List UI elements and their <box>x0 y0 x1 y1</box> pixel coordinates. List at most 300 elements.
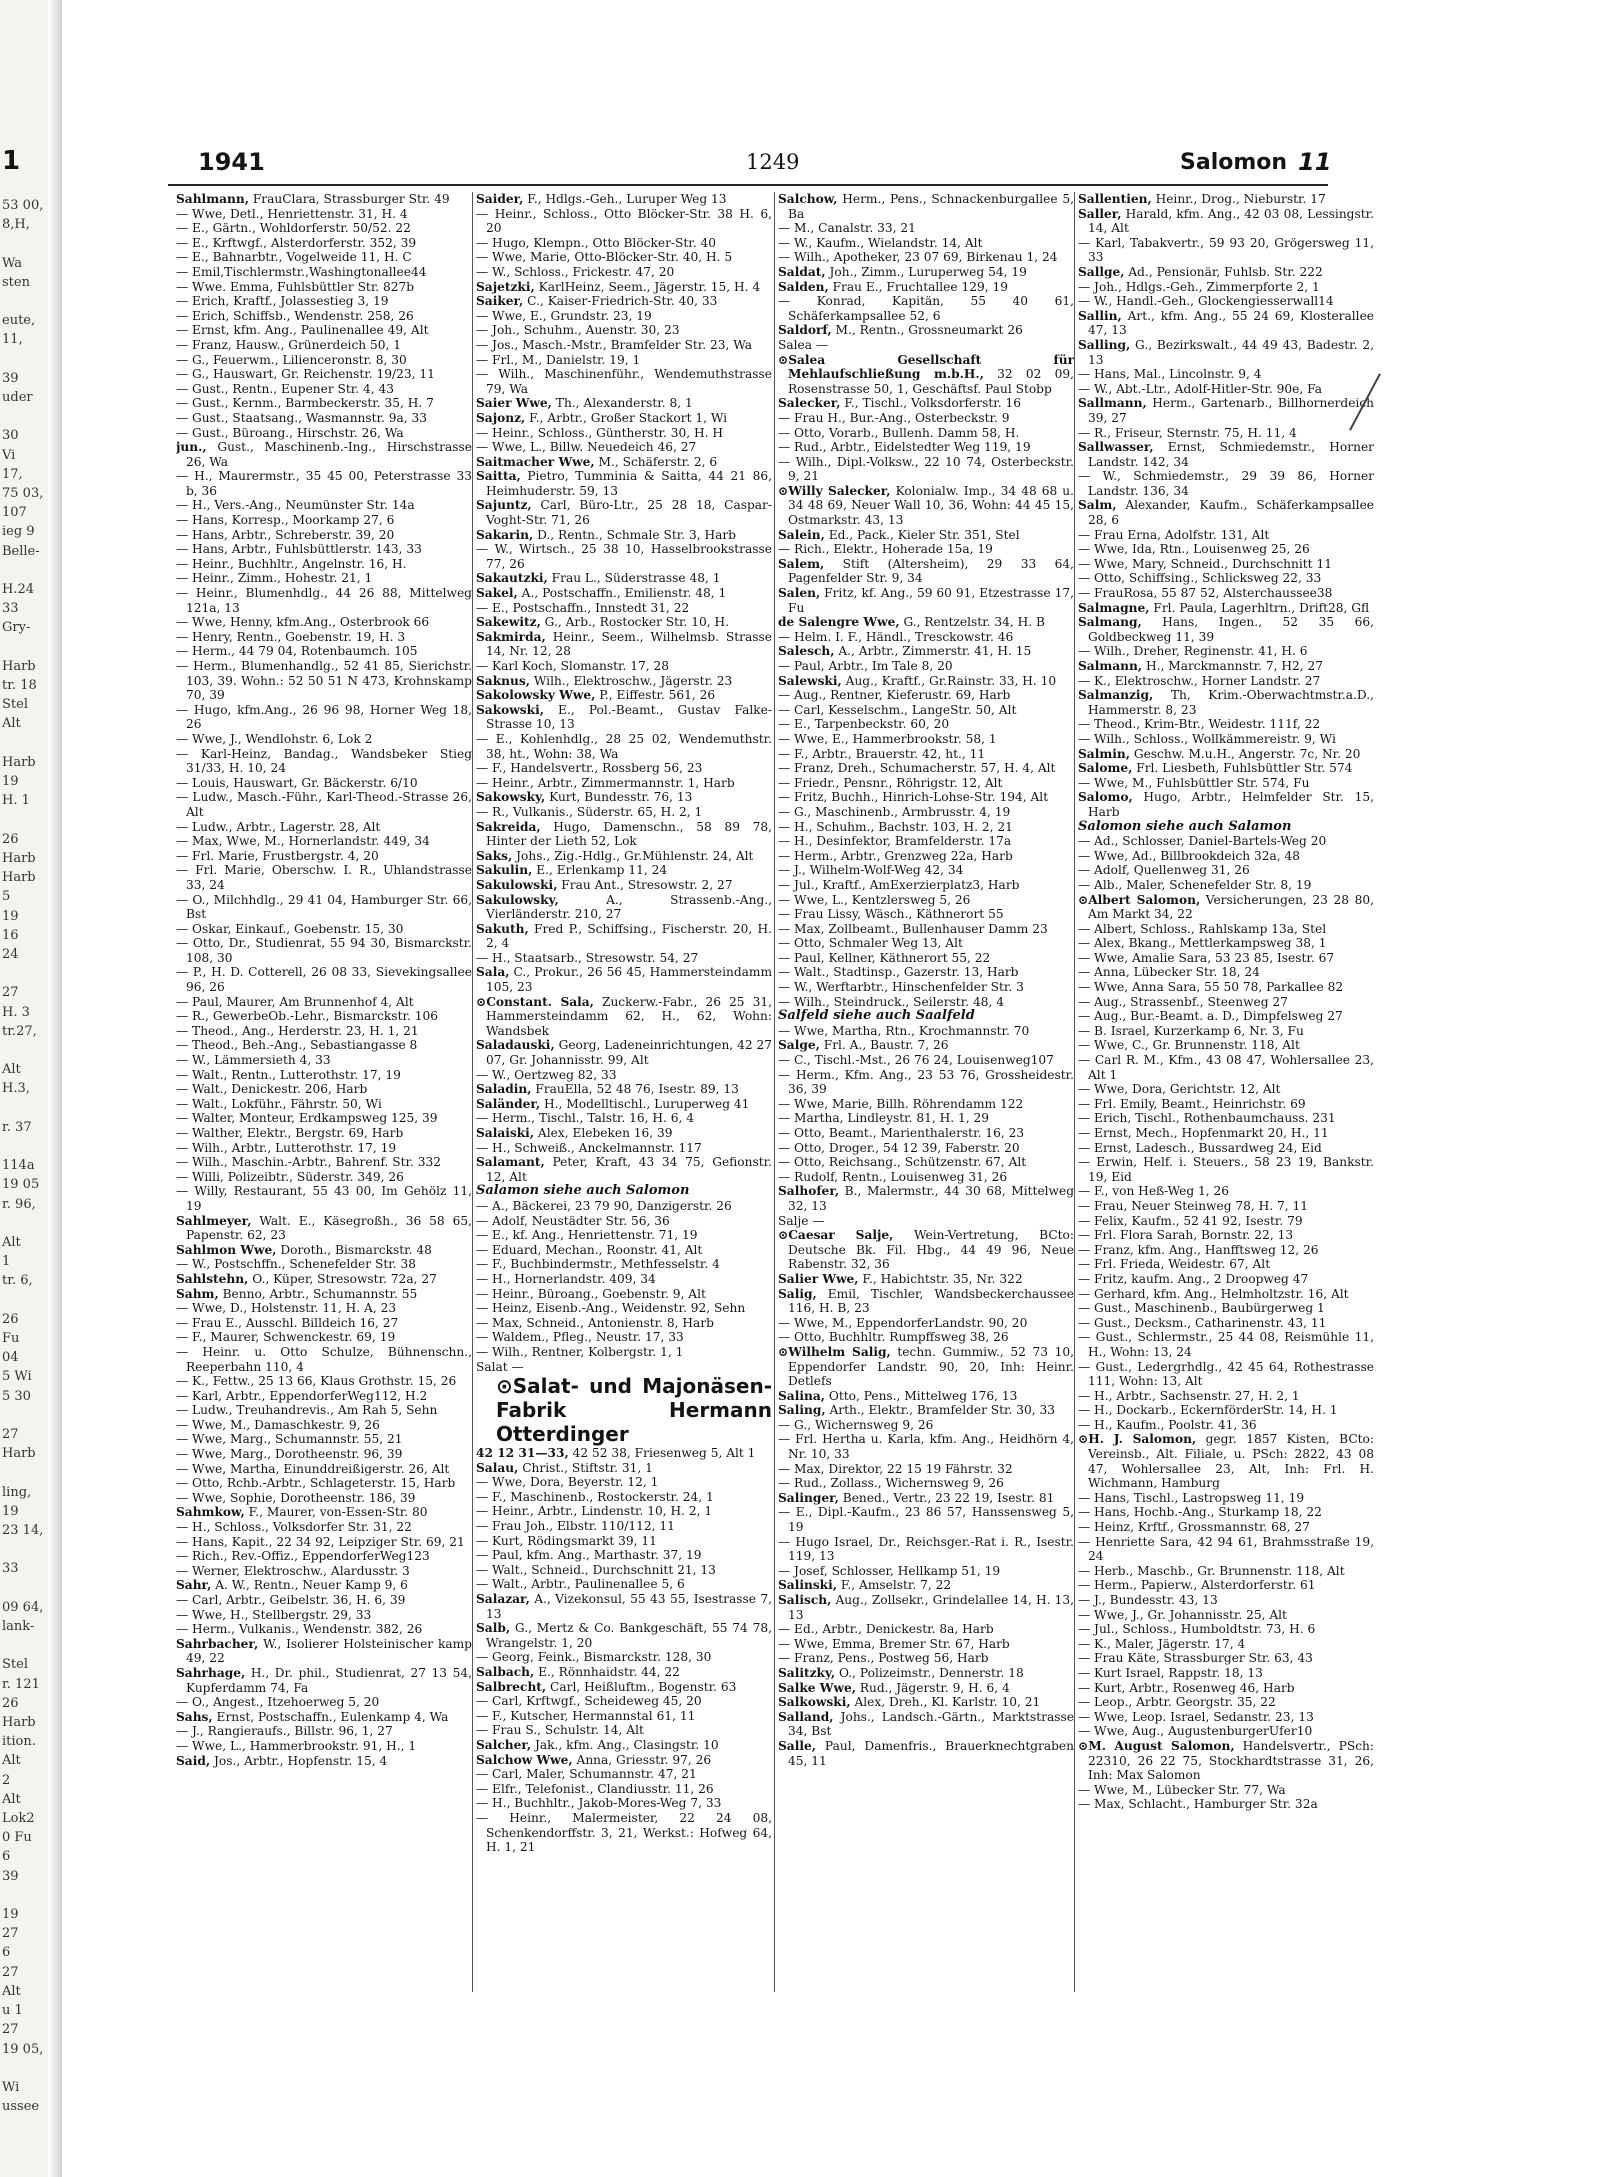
directory-entry: — H., Vers.-Ang., Neumünster Str. 14a <box>176 498 415 513</box>
directory-entry: — Herm., Vulkanis., Wendenstr. 382, 26 <box>176 1622 423 1637</box>
directory-entry: — Aug., Bur.-Beamt. a. D., Dimpfelsweg 27 <box>1078 1009 1343 1024</box>
entry-surname: Salau, <box>476 1460 519 1475</box>
directory-entry: — W., Kaufm., Wielandstr. 14, Alt <box>778 235 983 250</box>
previous-page-fragment: 33 <box>2 601 19 617</box>
entry-details: Christ., Stiftstr. 31, 1 <box>518 1460 653 1475</box>
directory-entry: — Frau Käte, Strassburger Str. 63, 43 <box>1078 1651 1313 1666</box>
directory-entry: — Wwe, Mary, Schneid., Durchschnitt 11 <box>1078 556 1332 571</box>
entry-surname: Caesar Salje, <box>788 1228 894 1243</box>
entry-details: Th, Krim.-Oberwachtmstr.a.D., Hammerstr. 8, 23 <box>1088 688 1374 717</box>
directory-entry <box>778 586 1074 615</box>
directory-entry <box>778 1593 1074 1622</box>
previous-page-fragment: 26 <box>2 1695 19 1711</box>
directory-entry: — H., Staatsarb., Stresowstr. 54, 27 <box>476 950 699 965</box>
directory-entry: — G., Wichernsweg 9, 26 <box>778 1417 934 1432</box>
directory-entry: — Gerhard, kfm. Ang., Helmholtzstr. 16, Alt <box>1078 1286 1349 1301</box>
directory-entry <box>778 1710 1074 1739</box>
directory-page <box>168 140 1374 2040</box>
entry-details: Emil, Tischler, Wandsbeckerchaussee 116, H. B, 23 <box>788 1286 1074 1316</box>
directory-entry: Salat — <box>476 1359 524 1374</box>
directory-entry: — Herb., Maschb., Gr. Brunnenstr. 118, Alt <box>1078 1563 1345 1578</box>
directory-entry <box>176 1505 472 1520</box>
entry-details: Paul, Damenfris., Brauerknechtgraben 45, 11 <box>788 1738 1074 1768</box>
entry-surname: Sahs, <box>176 1709 213 1724</box>
directory-entry: — Emil,Tischlermstr.,Washingtonallee44 <box>176 264 427 279</box>
directory-entry <box>476 703 772 732</box>
directory-entry: — G., Feuerwm., Lilienceronstr. 8, 30 <box>176 352 407 367</box>
previous-page-fragment: 33 <box>2 1561 19 1577</box>
entry-surname: Salm, <box>1078 498 1117 513</box>
entry-details: Jak., kfm. Ang., Clasingstr. 10 <box>531 1737 719 1752</box>
column-divider <box>774 192 775 1992</box>
directory-entry: — O., Milchhdlg., 29 41 04, Hamburger Str. 66, Bst <box>176 892 472 922</box>
directory-entry <box>476 878 772 893</box>
entry-surname: Sakreida, <box>476 819 541 834</box>
directory-entry: — Friedr., Pensnr., Röhrigstr. 12, Alt <box>778 775 1003 790</box>
previous-page-fragment: 39 <box>2 1868 19 1884</box>
directory-entry: — Henry, Rentn., Goebenstr. 19, H. 3 <box>176 629 406 644</box>
entry-surname: Salge, <box>778 1038 820 1053</box>
directory-entry: — Wwe, Marg., Dorotheenstr. 96, 39 <box>176 1447 403 1462</box>
entry-details: Pietro, Tumminia & Saitta, 44 21 86, Heimhuderstr. 59, 13 <box>486 469 772 498</box>
previous-page-fragment <box>2 1214 50 1233</box>
directory-entry: — Karl, Tabakvertr., 59 93 20, Grögersweg 11, 33 <box>1078 235 1374 265</box>
directory-entry <box>1078 1432 1374 1490</box>
previous-page-fragment: 24 <box>2 946 19 962</box>
directory-entry: — W., Schmiedemstr., 29 39 86, Horner Landstr. 136, 34 <box>1078 469 1374 498</box>
previous-page-fragment <box>2 2059 50 2078</box>
directory-entry: — Gust., Schlermstr., 25 44 08, Reismühle 11, H., Wohn: 13, 24 <box>1078 1330 1374 1359</box>
entry-details: E., Erlenkamp 11, 24 <box>532 863 668 878</box>
directory-entry <box>176 1578 472 1593</box>
directory-entry: — Wwe, L., Hammerbrookstr. 91, H., 1 <box>176 1738 417 1753</box>
directory-entry: — Frau H., Bur.-Ang., Osterbeckstr. 9 <box>778 410 1010 425</box>
directory-entry: — Karl, Arbtr., EppendorferWeg112, H.2 <box>176 1388 428 1403</box>
directory-entry <box>1078 688 1374 717</box>
previous-page-fragment: 5 Wi <box>2 1369 32 1385</box>
directory-entry <box>1078 309 1374 338</box>
previous-page-fragment: 1 <box>2 1254 11 1270</box>
directory-entry <box>476 1680 772 1695</box>
previous-page-fragment: 26 <box>2 1311 19 1327</box>
entry-details: P., Eiffestr. 561, 26 <box>595 688 716 703</box>
directory-entry <box>476 1621 772 1650</box>
directory-entry <box>1078 615 1374 644</box>
entry-details: Aug., Zollsekr., Grindelallee 14, H. 13, 13 <box>788 1593 1074 1622</box>
directory-entry: — G., Maschinenb., Armbrusstr. 4, 19 <box>778 804 1011 819</box>
previous-page-fragment: Stel <box>2 1657 28 1673</box>
previous-page-fragment <box>2 1886 50 1905</box>
entry-surname: Salling, <box>1078 337 1131 352</box>
entry-details: Frau Ant., Stresowstr. 2, 27 <box>557 877 733 892</box>
entry-surname: Sakewitz, <box>476 615 541 630</box>
previous-page-fragment <box>2 1291 50 1310</box>
entry-surname: Saknus, <box>476 673 530 688</box>
directory-entry: — R., GewerbeOb.-Lehr., Bismarckstr. 106 <box>176 1009 438 1024</box>
directory-entry: — E., Postschaffn., Innstedt 31, 22 <box>476 600 690 615</box>
previous-page-fragment: 6 <box>2 1945 11 1961</box>
directory-entry: — F., Buchbindermstr., Methfesselstr. 4 <box>476 1257 720 1272</box>
entry-surname: Sakuth, <box>476 921 529 936</box>
entry-surname: Sakulowsky, <box>476 892 559 907</box>
entry-details: Alex, Dreh., Kl. Karlstr. 10, 21 <box>850 1695 1041 1710</box>
directory-entry <box>176 1666 472 1695</box>
directory-entry: — Heinr., Zimm., Hohestr. 21, 1 <box>176 571 373 586</box>
directory-entry: — Herm., Papierw., Alsterdorferstr. 61 <box>1078 1578 1316 1593</box>
directory-entry: — Wwe, Dora, Gerichtstr. 12, Alt <box>1078 1082 1281 1097</box>
directory-entry <box>778 1491 1074 1506</box>
directory-entry: — Gust., Staatsang., Wasmannstr. 9a, 33 <box>176 410 428 425</box>
previous-page-fragment: 04 <box>2 1350 19 1366</box>
directory-entry <box>778 1272 1074 1287</box>
previous-page-fragment: 5 30 <box>2 1388 31 1404</box>
directory-entry <box>778 644 1074 659</box>
directory-entry: — Helm. I. F., Händl., Tresckowstr. 46 <box>778 629 1014 644</box>
directory-entry <box>778 1389 1074 1404</box>
previous-page-fragment: Harb <box>2 754 36 770</box>
previous-page-fragment: Fu <box>2 1330 20 1346</box>
directory-entry: — Franz, Dreh., Schumacherstr. 57, H. 4, Alt <box>778 761 1056 776</box>
directory-entry: — Franz, Pens., Postweg 56, Harb <box>778 1651 989 1666</box>
entry-details: Walt. E., Käsegroßh., 36 58 65, Papenstr. 62, 23 <box>186 1213 472 1243</box>
running-head-word: Salomon <box>1180 150 1288 175</box>
directory-entry: — Wwe, J., Wendlohstr. 6, Lok 2 <box>176 731 373 746</box>
entry-surname: Sakowsky, <box>476 790 546 805</box>
previous-page-fragment: 107 <box>2 505 27 521</box>
directory-entry: — Jul., Kraftf., AmExerzierplatz3, Harb <box>778 877 1020 892</box>
directory-entry: — Franz, Hausw., Grünerdeich 50, 1 <box>176 337 402 352</box>
directory-entry: — Walter, Monteur, Erdkampsweg 125, 39 <box>176 1111 438 1126</box>
directory-entry: — Herm., 44 79 04, Rotenbaumch. 105 <box>176 644 418 659</box>
previous-page-fragment <box>2 1579 50 1598</box>
directory-entry: — Heinr., Schloss., Güntherstr. 30, H. H <box>476 425 724 440</box>
entry-details: Alex, Elebeken 16, 39 <box>534 1126 673 1140</box>
directory-entry: — Heinr., Büroang., Goebenstr. 9, Alt <box>476 1286 706 1301</box>
directory-entry: — H., Schuhm., Bachstr. 103, H. 2, 21 <box>778 819 1013 834</box>
previous-page-fragment <box>2 234 50 253</box>
directory-entry: — J., Bundesstr. 43, 13 <box>1078 1593 1218 1607</box>
entry-details: Herm., Gartenarb., Billhornerdeich 39, 27 <box>1088 396 1374 425</box>
previous-page-fragment: tr.27, <box>2 1023 37 1039</box>
directory-column-3 <box>778 192 1074 2012</box>
directory-entry: — E., kf. Ang., Henriettenstr. 71, 19 <box>476 1228 698 1243</box>
previous-page-fragment: Alt <box>2 1983 21 1999</box>
directory-entry: — W., Handl.-Geh., Glockengiesserwall14 <box>1078 294 1334 309</box>
directory-entry: — Frau E., Ausschl. Billdeich 16, 27 <box>176 1315 399 1330</box>
previous-page-fragment: 19 <box>2 1907 19 1923</box>
directory-entry: — K., Fettw., 25 13 66, Klaus Grothstr. 15, 26 <box>176 1374 457 1389</box>
entry-details: Peter, Kraft, 43 34 75, Gefionstr. 12, Alt <box>486 1155 772 1184</box>
entry-details: 32 02 09, Rosenstrasse 50, 1, Geschäftsf. Paul Stobp <box>788 367 1074 396</box>
directory-entry: — Ed., Arbtr., Denickestr. 8a, Harb <box>778 1622 994 1637</box>
directory-entry <box>1078 265 1374 280</box>
entry-details: Hugo, Arbtr., Helmfelder Str. 15, Harb <box>1088 790 1374 819</box>
entry-details: Fred P., Schiffsing., Fischerstr. 20, H. 2, 4 <box>486 921 772 951</box>
entry-surname: Sakautzki, <box>476 571 548 586</box>
entry-details: Frau E., Fruchtallee 129, 19 <box>828 279 1008 294</box>
directory-entry: — Wwe, M., EppendorferLandstr. 90, 20 <box>778 1315 1028 1330</box>
entry-surname: Salmanzig, <box>1078 688 1154 703</box>
directory-entry <box>778 1403 1074 1418</box>
directory-entry: — H., Hornerlandstr. 409, 34 <box>476 1271 656 1286</box>
entry-surname: Sahrbacher, <box>176 1636 259 1651</box>
directory-entry <box>476 965 772 994</box>
directory-entry <box>1078 498 1374 527</box>
directory-column-2 <box>476 192 772 2012</box>
directory-entry: — Hugo, kfm.Ang., 26 96 98, Horner Weg 18, 26 <box>176 702 472 732</box>
entry-details: 42 52 38, Friesenweg 5, Alt 1 <box>568 1446 756 1461</box>
entry-surname: Saldat, <box>778 264 826 279</box>
entry-details: Frl. A., Baustr. 7, 26 <box>819 1038 949 1053</box>
entry-surname: Constant. Sala, <box>486 994 594 1009</box>
previous-page-fragment: Lok2 <box>2 1811 35 1827</box>
directory-entry: — Wwe, Detl., Henriettenstr. 31, H. 4 <box>176 206 408 221</box>
directory-entry: — Frl. Marie, Frustbergstr. 4, 20 <box>176 848 379 863</box>
directory-entry: — Gust., Ledergrhdlg., 42 45 64, Rothestrasse 111, Wohn: 13, Alt <box>1078 1359 1374 1389</box>
entry-surname: Salbach, <box>476 1665 535 1679</box>
previous-page-fragment: 114a <box>2 1158 35 1174</box>
directory-entry: — Walt., Arbtr., Paulinenallee 5, 6 <box>476 1577 685 1592</box>
entry-details: G., Mertz & Co. Bankgeschäft, 55 74 78, Wrangelstr. 1, 20 <box>486 1621 772 1650</box>
directory-entry: — Wwe, Leop. Israel, Sedanstr. 23, 13 <box>1078 1709 1314 1724</box>
entry-details: G., Bezirkswalt., 44 49 43, Badestr. 2, 13 <box>1088 337 1374 367</box>
directory-entry: — W., Postschffn., Schenefelder Str. 38 <box>176 1257 416 1272</box>
directory-entry <box>476 893 772 922</box>
previous-page-fragment: Gry- <box>2 620 31 636</box>
entry-details: Ed., Pack., Kieler Str. 351, Stel <box>824 527 1020 542</box>
entry-details: Gust., Maschinenb.-Ing., Hirschstrasse 26, Wa <box>186 440 472 469</box>
directory-entry <box>778 1695 1074 1710</box>
entry-surname: Sahlmeyer, <box>176 1213 252 1228</box>
entry-surname: Salier Wwe, <box>778 1271 859 1286</box>
directory-entry: — K., Maler, Jägerstr. 17, 4 <box>1078 1636 1246 1651</box>
entry-surname: Salinski, <box>778 1578 837 1593</box>
entry-surname: Sallmann, <box>1078 396 1147 411</box>
directory-entry: — Gust., Büroang., Hirschstr. 26, Wa <box>176 425 404 440</box>
directory-entry: — Kurt, Arbtr., Rosenweg 46, Harb <box>1078 1680 1295 1695</box>
directory-entry: — Carl, Kesselschm., LangeStr. 50, Alt <box>778 702 1017 717</box>
directory-entry <box>476 790 772 805</box>
directory-entry: — Karl-Heinz, Bandag., Wandsbeker Stieg 31/33, H. 10, 24 <box>176 746 472 776</box>
previous-page-fragment: 19 <box>2 1503 19 1519</box>
previous-page-fragment: r. 37 <box>2 1119 32 1135</box>
directory-entry: — Wwe, Amalie Sara, 53 23 85, Isestr. 67 <box>1078 950 1335 965</box>
directory-entry <box>778 557 1074 586</box>
directory-entry: — Walt., Schneid., Durchschnitt 21, 13 <box>476 1562 716 1577</box>
directory-entry: — R., Friseur, Sternstr. 75, H. 11, 4 <box>1078 425 1297 440</box>
directory-entry: — Wilh., Maschinenführ., Wendemuthstrasse 79, Wa <box>476 367 772 396</box>
entry-surname: Sahr, <box>176 1578 212 1593</box>
entry-surname: jun., <box>176 440 207 455</box>
entry-details: F., Arbtr., Großer Stackort 1, Wi <box>525 410 728 425</box>
directory-entry: — Heinz, Krftf., Grossmannstr. 68, 27 <box>1078 1520 1310 1535</box>
previous-page-fragment: 26 <box>2 831 19 847</box>
previous-page-fragment: Harb <box>2 850 36 866</box>
entry-surname: Sallin, <box>1078 308 1122 323</box>
directory-entry <box>476 411 772 426</box>
directory-entry: — Hans, Hochb.-Ang., Sturkamp 18, 22 <box>1078 1505 1322 1520</box>
entry-details: Kurt, Bundesstr. 76, 13 <box>545 790 693 805</box>
directory-entry: — Willi, Polizeibtr., Süderstr. 349, 26 <box>176 1169 404 1184</box>
entry-details: Ernst, Schmiedemstr., Horner Landstr. 142, 34 <box>1088 440 1374 469</box>
directory-entry: — Wwe, Martha, Einunddreißigerstr. 26, Alt <box>176 1461 450 1476</box>
entry-details: H., Marckmannstr. 7, H2, 27 <box>1142 659 1324 673</box>
entry-surname: Sallge, <box>1078 264 1125 279</box>
directory-entry: — Wwe, Sophie, Dorotheenstr. 186, 39 <box>176 1490 416 1505</box>
directory-entry: — F., Handelsvertr., Rossberg 56, 23 <box>476 761 703 776</box>
directory-entry <box>778 528 1074 543</box>
directory-entry <box>476 1446 772 1461</box>
directory-entry: — Alex, Bkang., Mettlerkampsweg 38, 1 <box>1078 936 1327 951</box>
directory-entry <box>476 1738 772 1753</box>
directory-entry <box>778 484 1074 528</box>
directory-entry: — F., Maschinenb., Rostockerstr. 24, 1 <box>476 1489 714 1504</box>
directory-entry: — Wwe, C., Gr. Brunnenstr. 118, Alt <box>1078 1038 1300 1053</box>
entry-surname: Sallentien, <box>1078 192 1152 206</box>
entry-details: F., Maurer, von-Essen-Str. 80 <box>244 1505 428 1520</box>
entry-surname: Albert Salomon, <box>1088 892 1201 907</box>
directory-entry: — Wilh., Arbtr., Lutterothstr. 17, 19 <box>176 1140 397 1155</box>
entry-surname: Salen, <box>778 586 821 601</box>
entry-details: Bened., Vertr., 23 22 19, Isestr. 81 <box>838 1490 1055 1505</box>
previous-page-fragment: r. 121 <box>2 1676 40 1692</box>
directory-entry <box>778 1666 1074 1681</box>
directory-entry: Salfeld siehe auch Saalfeld <box>778 1008 975 1024</box>
entry-surname: Salkowski, <box>778 1695 851 1710</box>
directory-entry: — Wwe, Henny, kfm.Ang., Osterbrook 66 <box>176 615 430 630</box>
entry-details: O., Küper, Stresowstr. 72a, 27 <box>248 1271 437 1286</box>
directory-entry: — Walt., Lokführ., Fährstr. 50, Wi <box>176 1096 382 1111</box>
previous-page-fragment: 19 <box>2 908 19 924</box>
entry-surname: Sajonz, <box>476 410 526 425</box>
entry-surname: Salome, <box>1078 761 1133 776</box>
directory-entry: — F., Kutscher, Hermannstal 61, 11 <box>476 1708 696 1723</box>
directory-entry: — H., Desinfektor, Bramfelderstr. 17a <box>778 834 1012 849</box>
entry-details: A., Arbtr., Zimmerstr. 41, H. 15 <box>834 644 1032 659</box>
previous-page-fragment: 27 <box>2 985 19 1001</box>
entry-surname: Salland, <box>778 1709 834 1724</box>
directory-entry <box>176 1287 472 1302</box>
entry-surname: Wilhelm Salig, <box>788 1344 891 1359</box>
directory-entry: — Rud., Arbtr., Eidelstedter Weg 119, 19 <box>778 440 1031 455</box>
entry-details: Versicherungen, 23 28 80, Am Markt 34, 22 <box>1088 892 1374 922</box>
entry-details: gegr. 1857 Kisten, BCto: Vereinsb., Alt. Filiale, u. PSch: 2822, 43 08 47, Wohlersallee 23, Alt, Inh: Frl. H. Wichmann, Hamburg <box>1088 1432 1374 1491</box>
directory-entry: — Max, Schneid., Antonienstr. 8, Harb <box>476 1315 714 1330</box>
directory-entry <box>778 1681 1074 1696</box>
directory-entry: — J., Wilhelm-Wolf-Weg 42, 34 <box>778 863 964 878</box>
directory-entry: — Otto, Vorarb., Bullenh. Damm 58, H. <box>778 425 1020 440</box>
directory-entry: Salea — <box>778 337 829 352</box>
entry-details: H., Modelltischl., Luruperweg 41 <box>540 1096 750 1111</box>
previous-page-fragment <box>2 1540 50 1559</box>
entry-details: Benno, Arbtr., Schumannstr. 55 <box>218 1286 418 1301</box>
entry-details: Kolonialw. Imp., 34 48 68 u. 34 48 69, Neuer Wall 10, 36, Wohn: 44 45 15, Ostmarkstr. 43, 13 <box>788 483 1074 528</box>
directory-entry: — Rudolf, Rentn., Louisenweg 31, 26 <box>778 1169 1008 1184</box>
directory-entry: — W., Lämmersieth 4, 33 <box>176 1053 331 1068</box>
directory-entry: — Walt., Rentn., Lutterothstr. 17, 19 <box>176 1067 401 1082</box>
directory-entry: — Gust., Kernm., Barmbeckerstr. 35, H. 7 <box>176 396 434 411</box>
entry-details: FrauElla, 52 48 76, Isestr. 89, 13 <box>531 1082 739 1097</box>
directory-entry: — Joh., Schuhm., Auenstr. 30, 23 <box>476 323 680 338</box>
directory-entry <box>778 615 1074 630</box>
directory-entry: — Ernst, kfm. Ang., Paulinenallee 49, Alt <box>176 323 429 338</box>
directory-entry: — Wwe, Marg., Schumannstr. 55, 21 <box>176 1432 403 1447</box>
directory-entry: — Erwin, Helf. i. Steuers., 58 23 19, Bankstr. 19, Eid <box>1078 1155 1374 1184</box>
directory-entry: — Wilh., Apotheker, 23 07 69, Birkenau 1, 24 <box>778 250 1058 265</box>
directory-entry <box>1078 207 1374 236</box>
previous-page-fragment <box>2 1137 50 1156</box>
directory-entry: — E., Dipl.-Kaufm., 23 86 57, Hanssensweg 5, 19 <box>778 1505 1074 1535</box>
previous-page-fragment: Vi <box>2 447 16 463</box>
directory-entry: — Frl. Emily, Beamt., Heinrichstr. 69 <box>1078 1096 1306 1111</box>
previous-page-fragment: H. 1 <box>2 793 30 809</box>
directory-entry: — Konrad, Kapitän, 55 40 61, Schäferkampsallee 52, 6 <box>778 294 1074 323</box>
previous-page-fragment: 27 <box>2 1964 19 1980</box>
directory-entry: — Wwe, Marie, Otto-Blöcker-Str. 40, H. 5 <box>476 250 733 265</box>
previous-page-fragment: 39 <box>2 370 19 386</box>
directory-entry: — Paul, Kellner, Käthnerort 55, 22 <box>778 950 991 965</box>
previous-page-fragment <box>2 964 50 983</box>
previous-page-fragment: Alt <box>2 1062 21 1078</box>
directory-entry: — W., Werftarbtr., Hinschenfelder Str. 3 <box>778 980 1024 995</box>
directory-entry <box>778 1739 1074 1768</box>
directory-entry <box>476 586 772 601</box>
directory-entry: — Eduard, Mechan., Roonstr. 41, Alt <box>476 1242 703 1257</box>
previous-page-fragment <box>2 1463 50 1482</box>
entry-surname: Salcher, <box>476 1737 532 1752</box>
page-number: 1249 <box>746 150 800 174</box>
directory-entry: — Otto, Schmaler Weg 13, Alt <box>778 936 963 951</box>
directory-entry <box>778 396 1074 411</box>
entry-surname: Salig, <box>778 1286 817 1301</box>
directory-entry <box>176 1272 472 1287</box>
entry-surname: de Salengre Wwe, <box>778 615 900 630</box>
directory-entry: — Wwe, Aug., AugustenburgerUfer10 <box>1078 1724 1313 1739</box>
entry-details: techn. Gummiw., 52 73 10, Eppendorfer Landstr. 90, 20, Inh: Heinr. Detlefs <box>788 1344 1074 1389</box>
directory-entry: — W., Schloss., Frickestr. 47, 20 <box>476 264 675 279</box>
directory-entry <box>778 280 1074 295</box>
directory-entry: — Frl., M., Danielstr. 19, 1 <box>476 352 641 367</box>
entry-surname: Sakowski, <box>476 702 544 717</box>
directory-entry: — Wwe, Emma, Bremer Str. 67, Harb <box>778 1636 1010 1651</box>
previous-page-fragment <box>2 407 50 426</box>
directory-entry: — Georg, Feink., Bismarckstr. 128, 30 <box>476 1650 712 1665</box>
directory-entry <box>476 396 772 411</box>
directory-entry: — Wwe, H., Stellbergstr. 29, 33 <box>176 1607 372 1622</box>
directory-entry <box>778 1345 1074 1389</box>
directory-entry: — Ludw., Masch.-Führ., Karl-Theod.-Strasse 26, Alt <box>176 790 472 819</box>
directory-entry <box>476 863 772 878</box>
directory-entry: — Hans, Tischl., Lastropsweg 11, 19 <box>1078 1490 1305 1505</box>
entry-details: Ernst, Postschaffn., Eulenkamp 4, Wa <box>212 1709 449 1724</box>
directory-entry: — J., Rangieraufs., Billstr. 96, 1, 27 <box>176 1724 393 1739</box>
directory-entry: — Theod., Beh.-Ang., Sebastiangasse 8 <box>176 1038 418 1053</box>
directory-entry: — Hans, Korresp., Moorkamp 27, 6 <box>176 513 395 528</box>
previous-page-fragment: Alt <box>2 1753 21 1769</box>
entry-details: Hugo, Damenschn., 58 89 78, Hinter der Lieth 52, Lok <box>486 819 772 849</box>
directory-entry <box>476 528 772 543</box>
entry-surname: Salisch, <box>778 1593 832 1607</box>
entry-surname: Salitzky, <box>778 1665 836 1680</box>
directory-entry: — Wilh., Maschin.-Arbtr., Bahrenf. Str. 332 <box>176 1155 442 1170</box>
directory-entry: — P., H. D. Cotterell, 26 08 33, Sievekingsallee 96, 26 <box>176 965 472 995</box>
directory-entry <box>176 440 472 469</box>
entry-details: KarlHeinz, Seem., Jägerstr. 15, H. 4 <box>534 279 761 294</box>
directory-entry: — Wwe, M., Fuhlsbüttler Str. 574, Fu <box>1078 775 1310 790</box>
previous-page-strip <box>0 0 62 2177</box>
directory-entry: — Aug., Strassenbf., Steenweg 27 <box>1078 994 1288 1009</box>
running-head <box>168 148 1332 182</box>
